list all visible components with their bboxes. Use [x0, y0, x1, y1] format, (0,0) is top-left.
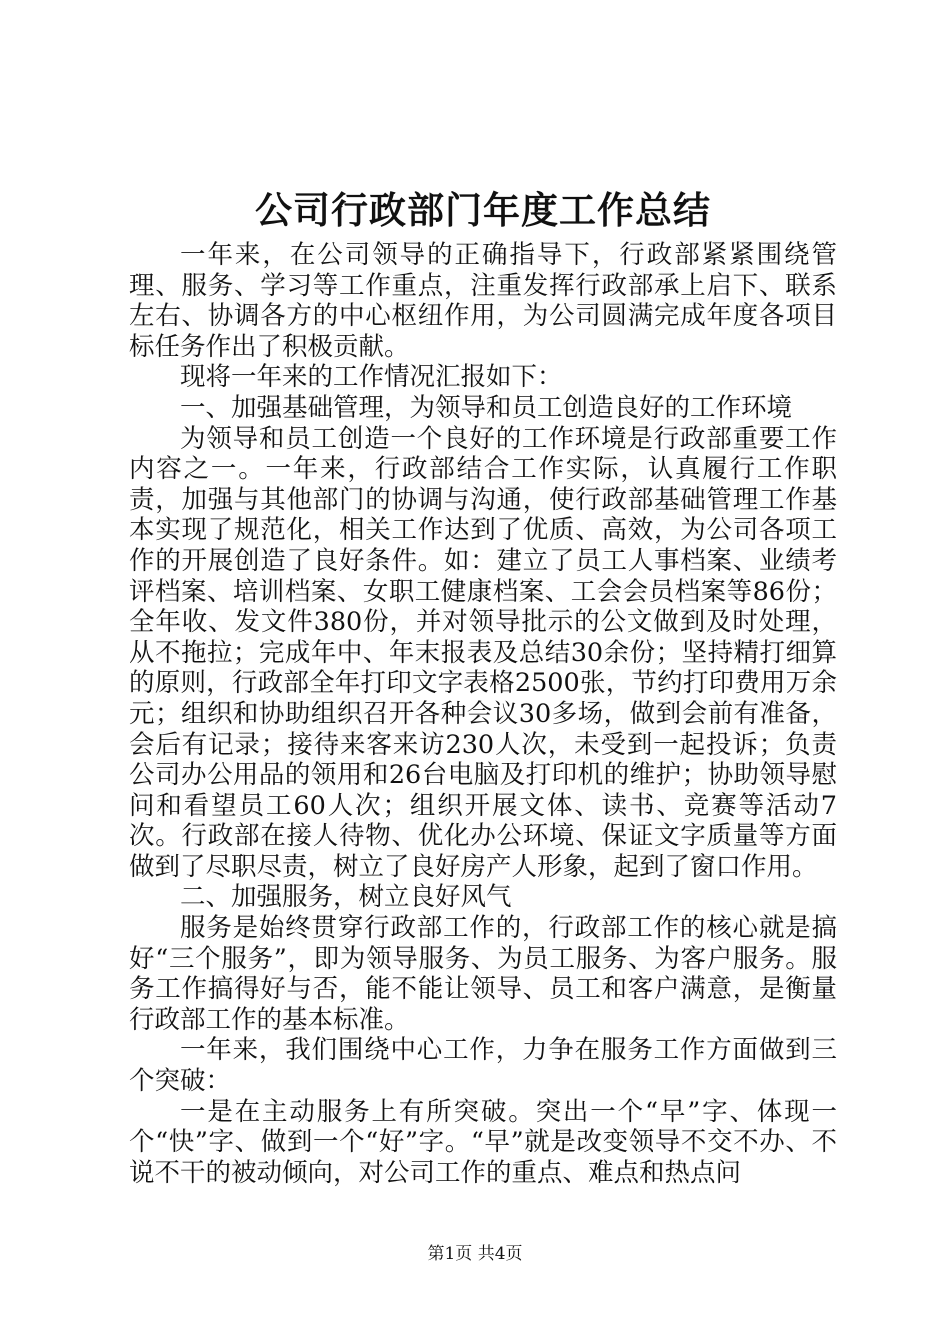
paragraph-three-breakthroughs: 一年来，我们围绕中心工作，力争在服务工作方面做到三个突破：	[129, 1035, 837, 1097]
paragraph-intro: 一年来，在公司领导的正确指导下，行政部紧紧围绕管理、服务、学习等工作重点，注重发挥行政部承上启下、联系左右、协调各方的中心枢纽作用，为公司圆满完成年度各项目标任务作出了积极贡献。	[129, 240, 837, 362]
document-body	[129, 184, 837, 1188]
paragraph-breakthrough-1: 一是在主动服务上有所突破。突出一个“早”字、体现一个“快”字、做到一个“好”字。“早”就是改变领导不交不办、不说不干的被动倾向，对公司工作的重点、难点和热点问	[129, 1096, 837, 1188]
paragraph-service-core: 服务是始终贯穿行政部工作的，行政部工作的核心就是搞好“三个服务”，即为领导服务、为员工服务、为客户服务。服务工作搞得好与否，能不能让领导、员工和客户满意，是衡量行政部工作的基本标准。	[129, 913, 837, 1035]
paragraph-section-1: 为领导和员工创造一个良好的工作环境是行政部重要工作内容之一。一年来，行政部结合工作实际，认真履行工作职责，加强与其他部门的协调与沟通，使行政部基础管理工作基本实现了规范化，相关工作达到了优质、高效，为公司各项工作的开展创造了良好条件。如：建立了员工人事档案、业绩考评档案、培训档案、女职工健康档案、工会会员档案等86份；全年收、发文件380份，并对领导批示的公文做到及时处理，从不拖拉；完成年中、年末报表及总结30余份；坚持精打细算的原则，行政部全年打印文字表格2500张，节约打印费用万余元；组织和协助组织召开各种会议30多场，做到会前有准备，会后有记录；接待来客来访230人次，未受到一起投诉；负责公司办公用品的领用和26台电脑及打印机的维护；协助领导慰问和看望员工60人次；组织开展文体、读书、竞赛等活动7次。行政部在接人待物、优化办公环境、保证文字质量等方面做到了尽职尽责，树立了良好房产人形象，起到了窗口作用。	[129, 423, 837, 882]
document-title: 公司行政部门年度工作总结	[255, 188, 711, 232]
page-footer: 第1页 共4页	[427, 1244, 523, 1264]
paragraph-report-lead: 现将一年来的工作情况汇报如下：	[180, 362, 563, 393]
section-heading-2: 二、加强服务，树立良好风气	[180, 882, 512, 913]
section-heading-1: 一、加强基础管理，为领导和员工创造良好的工作环境	[180, 392, 793, 423]
